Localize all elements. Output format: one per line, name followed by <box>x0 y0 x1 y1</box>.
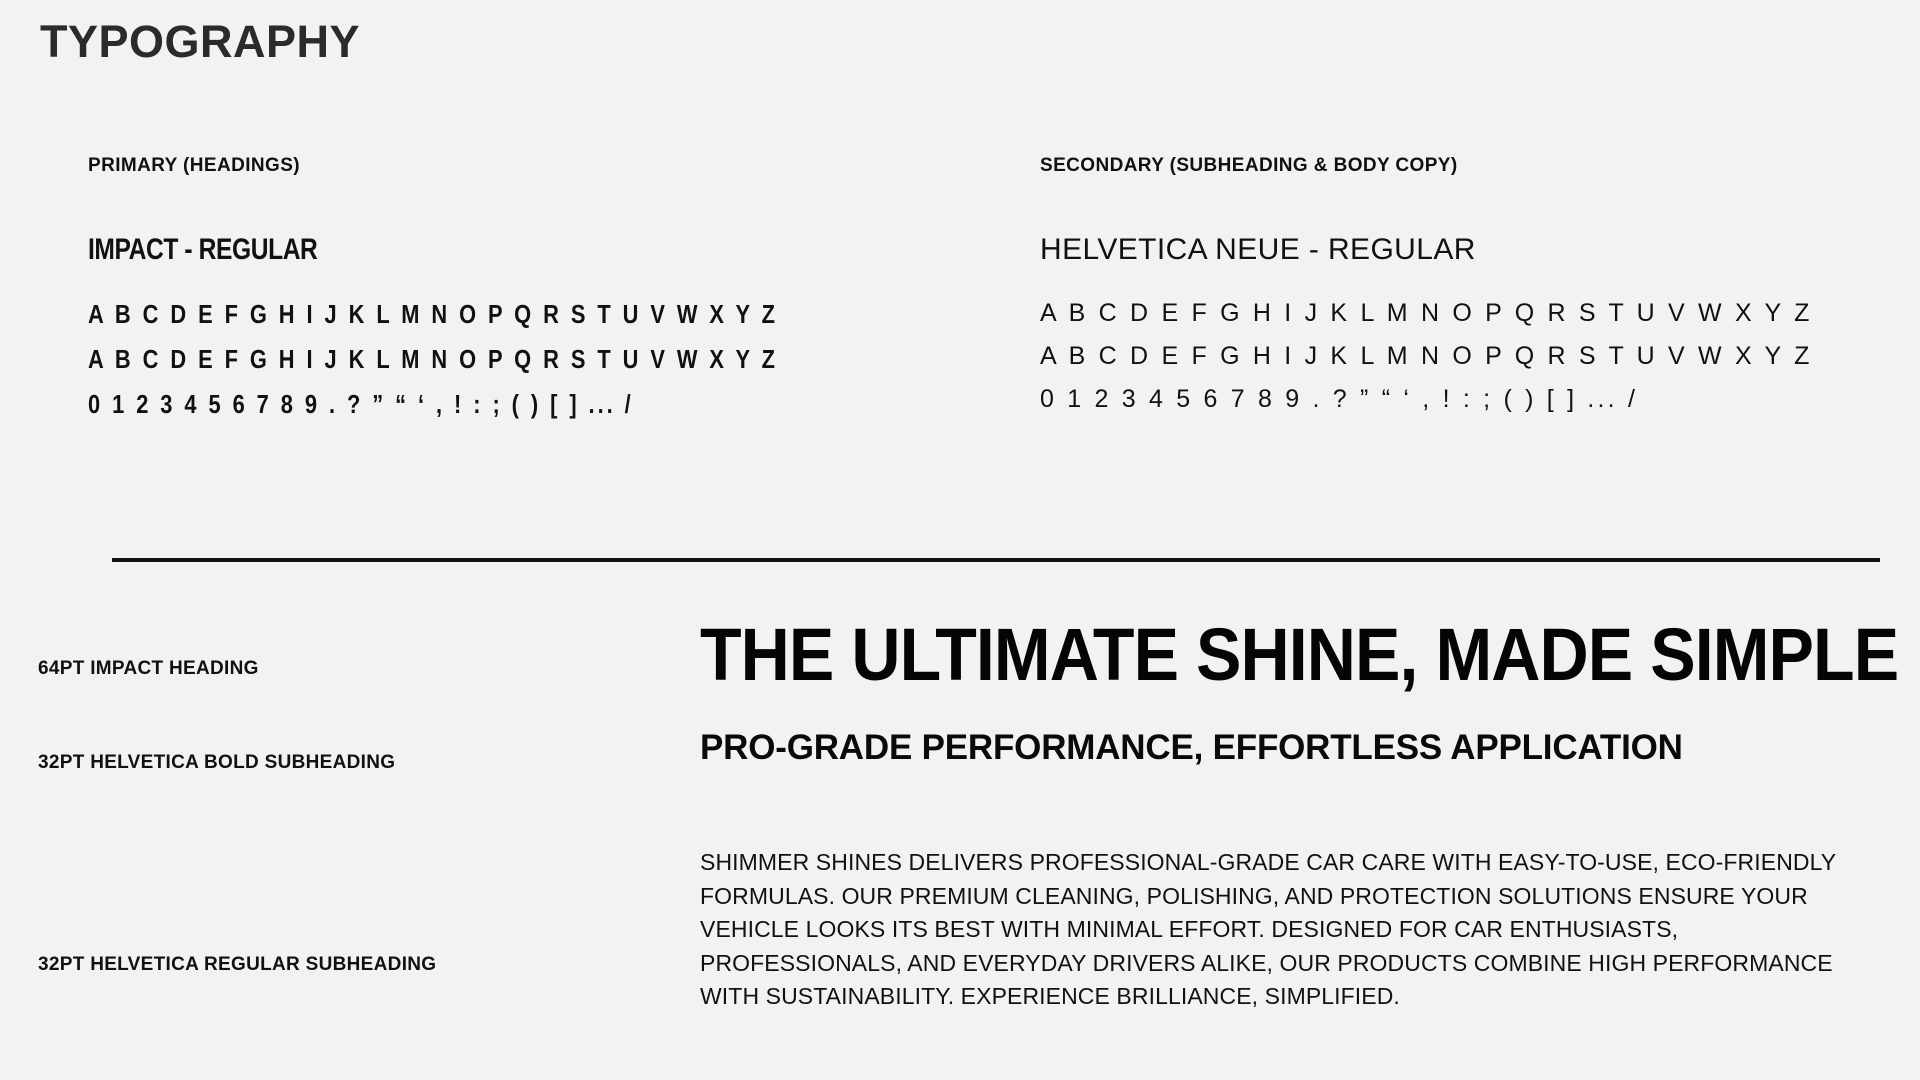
sample-label-subheading-regular: 32PT HELVETICA REGULAR SUBHEADING <box>38 954 437 975</box>
glyph-line: A B C D E F G H I J K L M N O P Q R S T U V W X Y Z <box>88 299 778 329</box>
sample-content-subheading-regular <box>700 846 1920 1014</box>
section-divider <box>112 558 1880 562</box>
sample-row-heading <box>0 613 1920 728</box>
type-scale-samples <box>0 613 1920 1014</box>
sample-label-heading: 64PT IMPACT HEADING <box>38 658 259 679</box>
secondary-font-name: HELVETICA NEUE - REGULAR <box>1040 233 1476 266</box>
primary-font-name: IMPACT - REGULAR <box>88 233 318 266</box>
primary-column-label: PRIMARY (HEADINGS) <box>88 155 300 176</box>
sample-content-heading <box>700 613 1920 696</box>
body-copy-sample-text: SHIMMER SHINES DELIVERS PROFESSIONAL-GRADE CAR CARE WITH EASY-TO-USE, ECO-FRIENDLY FORMULAS. OUR PREMIUM CLEANING, POLISHING, AND PROTECTION SOLUTIONS ENSURE YOUR VEHICLE LOOKS ITS BEST WITH MINIMAL EFFORT. DESIGNED FOR CAR ENTHUSIASTS, PROFESSIONALS, AND EVERYDAY DRIVERS ALIKE, OUR PRODUCTS COMBINE HIGH PERFORMANCE WITH SUSTAINABILITY. EXPERIENCE BRILLIANCE, SIMPLIFIED. <box>700 849 1836 1009</box>
sample-row-subheading-bold <box>0 728 1920 846</box>
subheading-bold-sample-text: PRO-GRADE PERFORMANCE, EFFORTLESS APPLICATION <box>700 728 1683 767</box>
primary-typeface-column <box>88 155 848 434</box>
secondary-glyph-set <box>1040 299 1860 414</box>
glyph-line: A B C D E F G H I J K L M N O P Q R S T U V W X Y Z <box>1040 342 1813 370</box>
primary-glyph-set <box>88 299 848 420</box>
glyph-line: A B C D E F G H I J K L M N O P Q R S T U V W X Y Z <box>1040 299 1813 327</box>
secondary-column-label: SECONDARY (SUBHEADING & BODY COPY) <box>1040 155 1458 176</box>
sample-content-subheading-bold <box>700 728 1920 768</box>
glyph-line: 0 1 2 3 4 5 6 7 8 9 . ? ” “ ‘ , ! : ; ( ) [ ] ... / <box>1040 385 1639 413</box>
glyph-line: 0 1 2 3 4 5 6 7 8 9 . ? ” “ ‘ , ! : ; ( ) [ ] ... / <box>88 389 634 419</box>
heading-sample-text: THE ULTIMATE SHINE, MADE SIMPLE <box>700 613 1899 696</box>
secondary-typeface-column <box>1040 155 1860 428</box>
glyph-line: A B C D E F G H I J K L M N O P Q R S T U V W X Y Z <box>88 344 778 374</box>
sample-label-subheading-bold: 32PT HELVETICA BOLD SUBHEADING <box>38 752 396 773</box>
page-title: TYPOGRAPHY <box>40 16 361 67</box>
sample-row-subheading-regular <box>0 846 1920 1014</box>
